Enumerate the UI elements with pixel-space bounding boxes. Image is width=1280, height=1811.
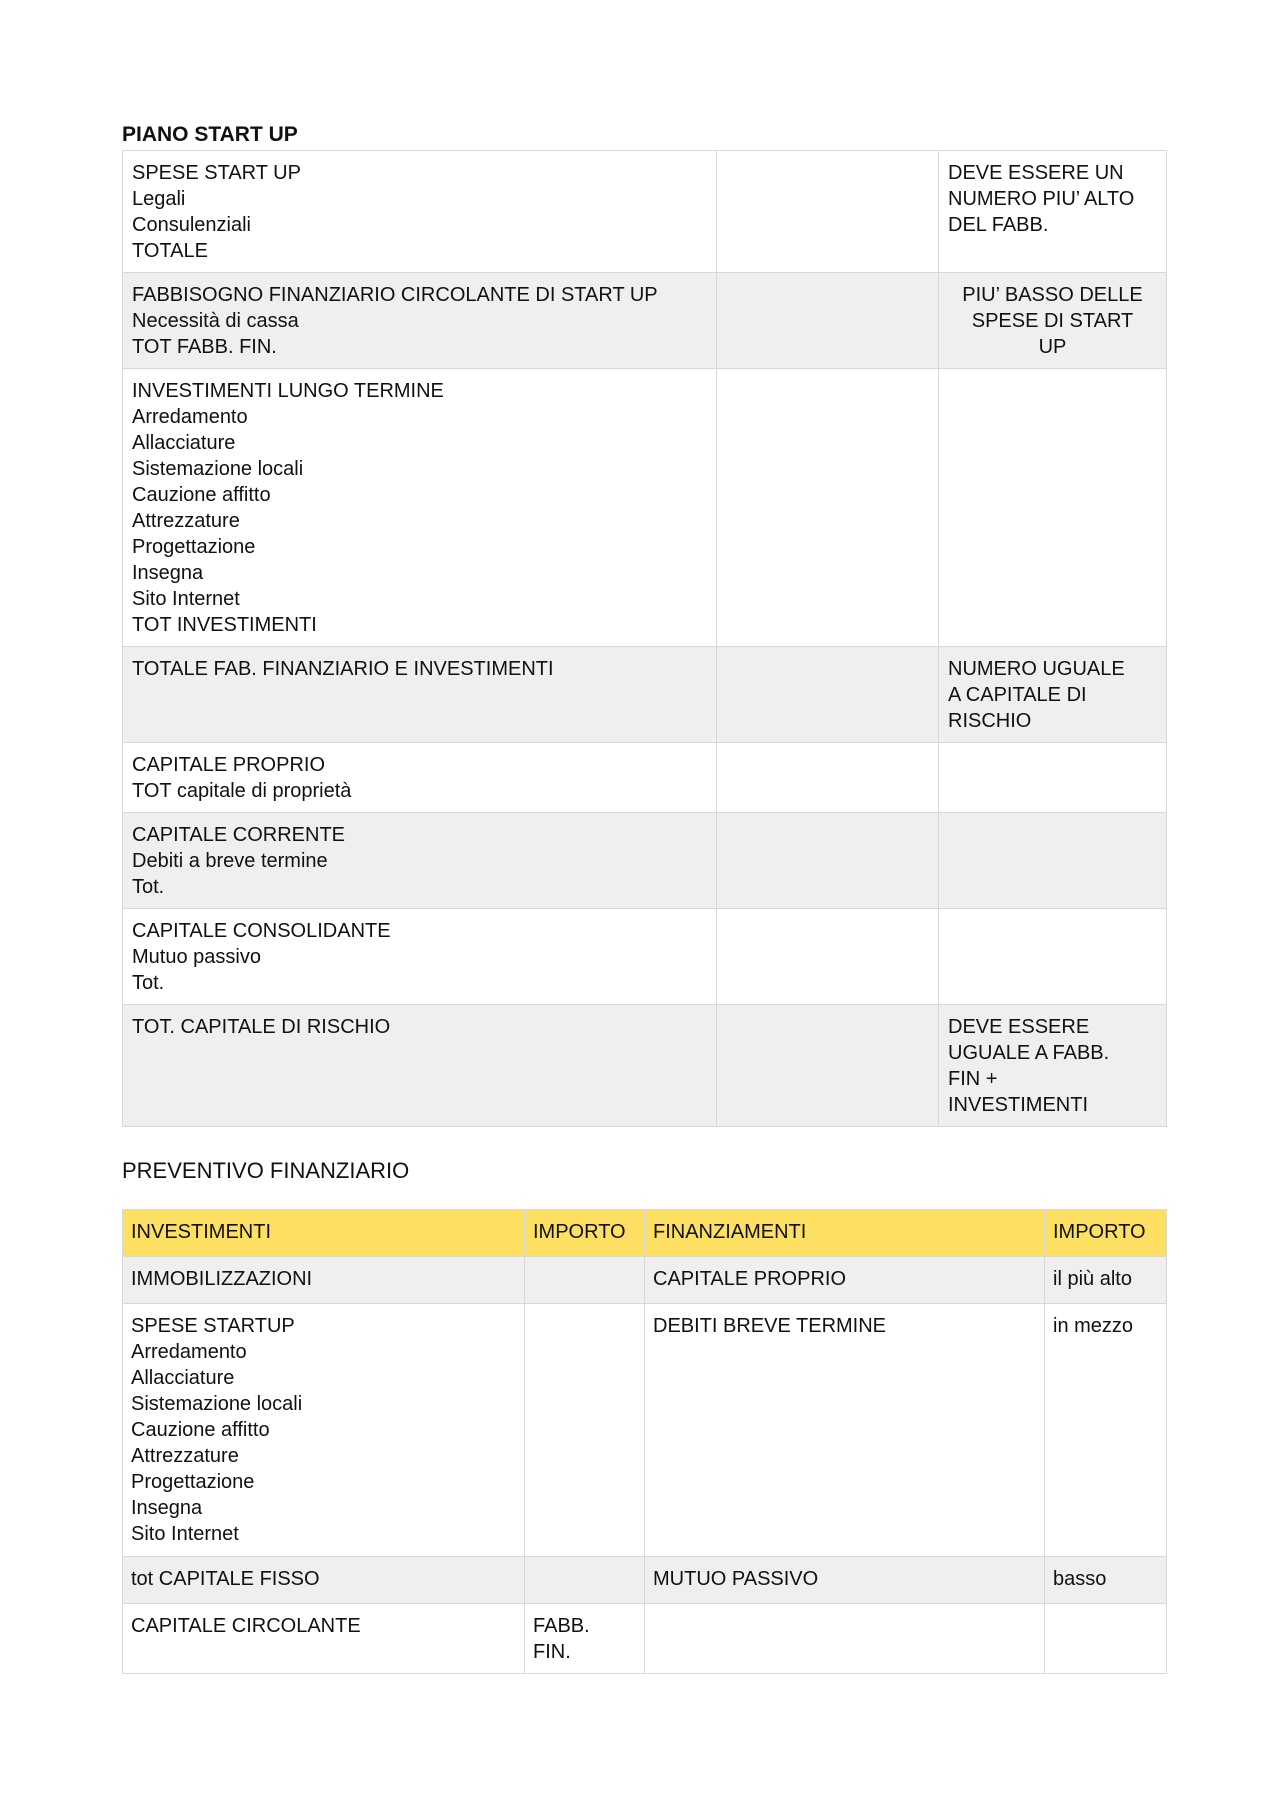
preventivo-title: PREVENTIVO FINANZIARIO [122, 1158, 410, 1183]
table-row [123, 1257, 1167, 1304]
importo-cell [525, 1257, 645, 1304]
row-heading: TOTALE FAB. FINANZIARIO E INVESTIMENTI [132, 658, 554, 680]
note-line: DEVE ESSERE [948, 1016, 1090, 1038]
cell-line: Attrezzature [131, 1445, 239, 1467]
startup-amount-cell [717, 647, 939, 743]
startup-item-cell [123, 647, 717, 743]
row-line: Legali [132, 188, 186, 210]
startup-note-cell [939, 743, 1167, 813]
importo-cell [525, 1604, 645, 1674]
row-line: Consulenziali [132, 214, 251, 236]
row-line: Mutuo passivo [132, 946, 261, 968]
startup-amount-cell [717, 1005, 939, 1127]
cell-line: Sito Internet [131, 1523, 239, 1545]
importo-cell [1045, 1557, 1167, 1604]
importo-cell [1045, 1257, 1167, 1304]
startup-table [122, 150, 1167, 1127]
row-line: Progettazione [132, 536, 256, 558]
importo-cell [1045, 1604, 1167, 1674]
row-heading: FABBISOGNO FINANZIARIO CIRCOLANTE DI START UP [132, 284, 658, 306]
table-row [123, 369, 1167, 647]
startup-item-cell [123, 909, 717, 1005]
note-line: NUMERO PIU’ ALTO [948, 188, 1135, 210]
row-line: Sito Internet [132, 588, 240, 610]
table-row [123, 813, 1167, 909]
note-line: INVESTIMENTI [948, 1094, 1089, 1116]
note-line: UP [1038, 336, 1067, 358]
importo-cell [1045, 1304, 1167, 1557]
investimenti-cell [123, 1604, 525, 1674]
cell-line: MUTUO PASSIVO [653, 1568, 819, 1590]
row-line: Attrezzature [132, 510, 240, 532]
row-line: Arredamento [132, 406, 248, 428]
startup-amount-cell [717, 813, 939, 909]
table-row [123, 151, 1167, 273]
document-page [122, 120, 1166, 1674]
table-row [123, 1604, 1167, 1674]
row-line: Cauzione affitto [132, 484, 271, 506]
row-heading: CAPITALE CONSOLIDANTE [132, 920, 391, 942]
row-line: Sistemazione locali [132, 458, 304, 480]
row-line: Debiti a breve termine [132, 850, 328, 872]
cell-line: Sistemazione locali [131, 1393, 303, 1415]
startup-item-cell [123, 151, 717, 273]
cell-line: Progettazione [131, 1471, 255, 1493]
cell-line: Cauzione affitto [131, 1419, 270, 1441]
investimenti-cell [123, 1304, 525, 1557]
note-line: SPESE DI START [971, 310, 1134, 332]
row-line: TOTALE [132, 240, 208, 262]
startup-note-cell [939, 369, 1167, 647]
row-line: Allacciature [132, 432, 236, 454]
row-heading: SPESE START UP [132, 162, 301, 184]
startup-amount-cell [717, 151, 939, 273]
startup-amount-cell [717, 369, 939, 647]
table-row [123, 647, 1167, 743]
note-line: RISCHIO [948, 710, 1032, 732]
note-line: NUMERO UGUALE [948, 658, 1125, 680]
startup-title: PIANO START UP [122, 123, 298, 146]
cell-line: Insegna [131, 1497, 203, 1519]
table-header-row [123, 1210, 1167, 1257]
header-investimenti: INVESTIMENTI [123, 1210, 525, 1257]
finanziamenti-cell [645, 1304, 1045, 1557]
row-line: TOT capitale di proprietà [132, 780, 352, 802]
table-row [123, 1557, 1167, 1604]
cell-line: DEBITI BREVE TERMINE [653, 1315, 887, 1337]
cell-line: FABB. [533, 1615, 590, 1637]
startup-item-cell [123, 1005, 717, 1127]
row-heading: TOT. CAPITALE DI RISCHIO [132, 1016, 391, 1038]
cell-line: CAPITALE CIRCOLANTE [131, 1615, 361, 1637]
row-heading: INVESTIMENTI LUNGO TERMINE [132, 380, 444, 402]
cell-line: basso [1053, 1568, 1107, 1590]
row-line: Insegna [132, 562, 204, 584]
row-line: Tot. [132, 972, 165, 994]
startup-note-cell [939, 151, 1167, 273]
preventivo-table [122, 1209, 1167, 1674]
note-line: FIN + [948, 1068, 998, 1090]
table-row [123, 1005, 1167, 1127]
table-row [123, 909, 1167, 1005]
startup-note-cell [939, 273, 1167, 369]
table-row [123, 1304, 1167, 1557]
startup-item-cell [123, 273, 717, 369]
cell-line: Arredamento [131, 1341, 247, 1363]
cell-line: in mezzo [1053, 1315, 1134, 1337]
cell-line: SPESE STARTUP [131, 1315, 295, 1337]
cell-line: tot CAPITALE FISSO [131, 1568, 320, 1590]
row-line: Necessità di cassa [132, 310, 299, 332]
startup-amount-cell [717, 909, 939, 1005]
importo-cell [525, 1304, 645, 1557]
cell-line: IMMOBILIZZAZIONI [131, 1268, 313, 1290]
table-row [123, 273, 1167, 369]
cell-line: il più alto [1053, 1268, 1132, 1290]
startup-note-cell [939, 647, 1167, 743]
cell-line: Allacciature [131, 1367, 235, 1389]
finanziamenti-cell [645, 1604, 1045, 1674]
row-heading: CAPITALE CORRENTE [132, 824, 345, 846]
finanziamenti-cell [645, 1257, 1045, 1304]
header-finanziamenti: FINANZIAMENTI [645, 1210, 1045, 1257]
row-line: Tot. [132, 876, 165, 898]
startup-item-cell [123, 743, 717, 813]
note-line: A CAPITALE DI [948, 684, 1087, 706]
note-line: DEVE ESSERE UN [948, 162, 1124, 184]
note-line: PIU’ BASSO DELLE [962, 284, 1143, 306]
importo-cell [525, 1557, 645, 1604]
startup-note-cell [939, 813, 1167, 909]
row-line: TOT FABB. FIN. [132, 336, 277, 358]
row-heading: CAPITALE PROPRIO [132, 754, 326, 776]
finanziamenti-cell [645, 1557, 1045, 1604]
investimenti-cell [123, 1557, 525, 1604]
cell-line: FIN. [533, 1641, 571, 1663]
note-line: UGUALE A FABB. [948, 1042, 1110, 1064]
note-line: DEL FABB. [948, 214, 1049, 236]
cell-line: CAPITALE PROPRIO [653, 1268, 847, 1290]
startup-item-cell [123, 369, 717, 647]
startup-note-cell [939, 909, 1167, 1005]
investimenti-cell [123, 1257, 525, 1304]
startup-amount-cell [717, 743, 939, 813]
header-importo: IMPORTO [1045, 1210, 1167, 1257]
row-line: TOT INVESTIMENTI [132, 614, 317, 636]
table-row [123, 743, 1167, 813]
startup-amount-cell [717, 273, 939, 369]
startup-note-cell [939, 1005, 1167, 1127]
header-importo: IMPORTO [525, 1210, 645, 1257]
startup-item-cell [123, 813, 717, 909]
